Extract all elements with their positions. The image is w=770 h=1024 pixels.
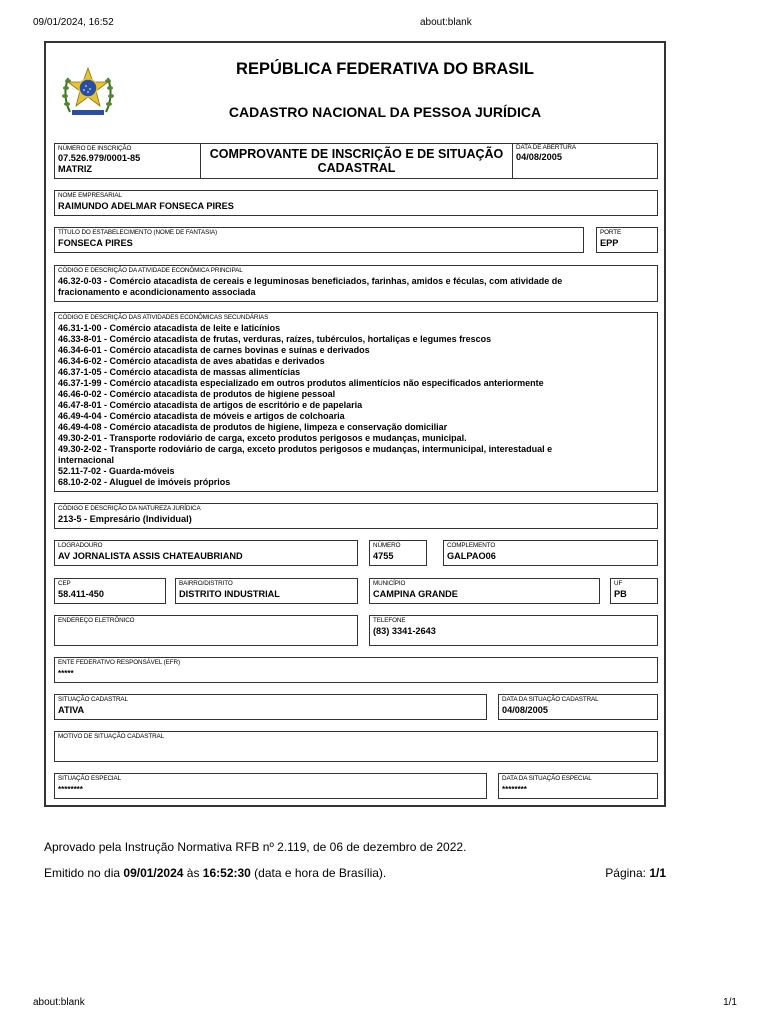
motivo-label: MOTIVO DE SITUAÇÃO CADASTRAL <box>58 733 165 740</box>
atividade-principal-box <box>54 265 658 302</box>
complemento-label: COMPLEMENTO <box>447 542 496 549</box>
telefone-value: (83) 3341-2643 <box>373 626 436 636</box>
atividade-secundaria-item: 46.49-4-04 - Comércio atacadista de móveis e artigos de colchoaria <box>58 411 345 421</box>
porte-box <box>596 227 658 253</box>
atividades-secundarias-box <box>54 312 658 492</box>
atividade-secundaria-item: 46.37-1-99 - Comércio atacadista especializado em outros produtos alimentícios não especificados anteriormente <box>58 378 544 388</box>
atividade-secundaria-item: 46.47-8-01 - Comércio atacadista de artigos de escritório e de papelaria <box>58 400 363 410</box>
fantasia-box <box>54 227 584 253</box>
logradouro-label: LOGRADOURO <box>58 542 103 549</box>
numero-box <box>369 540 427 566</box>
atividade-secundaria-item: 49.30-2-01 - Transporte rodoviário de carga, exceto produtos perigosos e mudanças, municipal. <box>58 433 467 443</box>
atividade-secundaria-item: 46.33-8-01 - Comércio atacadista de frutas, verduras, raízes, tubérculos, hortaliças e legumes frescos <box>58 334 492 344</box>
situacao-value: ATIVA <box>58 705 85 715</box>
cnpj-label: NÚMERO DE INSCRIÇÃO <box>58 145 132 152</box>
print-footer-url: about:blank <box>33 997 85 1008</box>
comprovante-box <box>200 143 513 179</box>
print-datetime: 09/01/2024, 16:52 <box>33 17 114 28</box>
atividade-secundaria-item: 46.34-6-01 - Comércio atacadista de carnes bovinas e suínas e derivados <box>58 345 370 355</box>
nome-empresarial-label: NOME EMPRESARIAL <box>58 192 122 199</box>
matriz-value: MATRIZ <box>58 164 93 174</box>
comprovante-title-line1: COMPROVANTE DE INSCRIÇÃO E DE SITUAÇÃO <box>209 147 504 161</box>
natureza-label: CÓDIGO E DESCRIÇÃO DA NATUREZA JURÍDICA <box>58 505 201 512</box>
atividade-principal-label: CÓDIGO E DESCRIÇÃO DA ATIVIDADE ECONÔMICA PRINCIPAL <box>58 267 243 274</box>
atividade-secundaria-item: 46.37-1-05 - Comércio atacadista de massas alimentícias <box>58 367 301 377</box>
data-situacao-label: DATA DA SITUAÇÃO CADASTRAL <box>502 696 599 703</box>
atividade-secundaria-item: 52.11-7-02 - Guarda-móveis <box>58 466 175 476</box>
abertura-label: DATA DE ABERTURA <box>516 144 576 151</box>
data-situacao-especial-label: DATA DA SITUAÇÃO ESPECIAL <box>502 775 592 782</box>
comprovante-title-line2: CADASTRAL <box>317 161 396 175</box>
nome-empresarial-value: RAIMUNDO ADELMAR FONSECA PIRES <box>58 201 234 211</box>
uf-value: PB <box>614 589 627 599</box>
efr-label: ENTE FEDERATIVO RESPONSÁVEL (EFR) <box>58 659 180 666</box>
bairro-label: BAIRRO/DISTRITO <box>179 580 233 587</box>
atividade-secundaria-item: internacional <box>58 455 115 465</box>
porte-label: PORTE <box>600 229 622 236</box>
efr-box <box>54 657 658 683</box>
municipio-value: CAMPINA GRANDE <box>373 589 458 599</box>
natureza-box <box>54 503 658 529</box>
abertura-cell <box>513 143 658 179</box>
pagina-value: 1/1 <box>649 866 666 880</box>
cep-value: 58.411-450 <box>58 589 104 599</box>
fantasia-value: FONSECA PIRES <box>58 238 133 248</box>
logradouro-box <box>54 540 358 566</box>
motivo-box <box>54 731 658 762</box>
nome-empresarial-box <box>54 190 658 216</box>
atividade-secundaria-item: 46.46-0-02 - Comércio atacadista de produtos de higiene pessoal <box>58 389 336 399</box>
emitido-date: 09/01/2024 <box>123 866 184 880</box>
emitido-mid: às <box>183 866 203 880</box>
atividade-principal-line2: fracionamento e acondicionamento associada <box>58 287 256 297</box>
atividades-secundarias-list <box>58 323 654 488</box>
emitido-suffix: (data e hora de Brasília). <box>250 866 387 880</box>
situacao-especial-value: ******** <box>58 785 83 794</box>
cep-box <box>54 578 166 604</box>
email-box <box>54 615 358 646</box>
bairro-box <box>175 578 358 604</box>
atividade-secundaria-item: 46.31-1-00 - Comércio atacadista de leite e laticínios <box>58 323 281 333</box>
print-footer-page: 1/1 <box>723 997 737 1008</box>
document-title: REPÚBLICA FEDERATIVA DO BRASIL <box>236 60 534 78</box>
cnpj-value: 07.526.979/0001-85 <box>58 153 141 163</box>
situacao-especial-box <box>54 773 487 799</box>
pagina-indicator <box>605 866 666 880</box>
atividades-secundarias-label: CÓDIGO E DESCRIÇÃO DAS ATIVIDADES ECONÔMICAS SECUNDÁRIAS <box>58 314 269 321</box>
emitido-note <box>44 866 386 880</box>
email-label: ENDEREÇO ELETRÔNICO <box>58 617 135 624</box>
atividade-secundaria-item: 46.49-4-08 - Comércio atacadista de produtos de higiene, limpeza e conservação domiciliar <box>58 422 448 432</box>
atividade-secundaria-item: 46.34-6-02 - Comércio atacadista de aves abatidas e derivados <box>58 356 325 366</box>
fantasia-label: TÍTULO DO ESTABELECIMENTO (NOME DE FANTASIA) <box>58 229 217 236</box>
data-situacao-value: 04/08/2005 <box>502 705 548 715</box>
pagina-label: Página: <box>605 866 650 880</box>
situacao-box <box>54 694 487 720</box>
telefone-box <box>369 615 658 646</box>
abertura-value: 04/08/2005 <box>516 152 562 162</box>
complemento-box <box>443 540 658 566</box>
uf-box <box>610 578 658 604</box>
aprovado-note: Aprovado pela Instrução Normativa RFB nº 2.119, de 06 de dezembro de 2022. <box>44 840 467 854</box>
uf-label: UF <box>614 580 623 587</box>
emitido-prefix: Emitido no dia <box>44 866 124 880</box>
efr-value: ***** <box>58 669 74 678</box>
municipio-box <box>369 578 600 604</box>
document-subtitle: CADASTRO NACIONAL DA PESSOA JURÍDICA <box>228 104 542 120</box>
logradouro-value: AV JORNALISTA ASSIS CHATEAUBRIAND <box>58 551 243 561</box>
print-page-title: about:blank <box>420 17 472 28</box>
natureza-value: 213-5 - Empresário (Individual) <box>58 514 192 524</box>
situacao-label: SITUAÇÃO CADASTRAL <box>58 696 128 703</box>
situacao-especial-label: SITUAÇÃO ESPECIAL <box>58 775 122 782</box>
municipio-label: MUNICÍPIO <box>373 580 406 587</box>
complemento-value: GALPAO06 <box>447 551 496 561</box>
telefone-label: TELEFONE <box>373 617 406 624</box>
data-situacao-box <box>498 694 658 720</box>
atividade-secundaria-item: 49.30-2-02 - Transporte rodoviário de carga, exceto produtos perigosos e mudanças, intermunicipal, interestadual e <box>58 444 553 454</box>
numero-value: 4755 <box>373 551 394 561</box>
emitido-time: 16:52:30 <box>202 866 251 880</box>
cep-label: CEP <box>58 580 71 587</box>
atividade-principal-line1: 46.32-0-03 - Comércio atacadista de cereais e leguminosas beneficiados, farinhas, amidos e féculas, com atividade de <box>58 276 563 286</box>
numero-label: NÚMERO <box>373 542 401 549</box>
data-situacao-especial-box <box>498 773 658 799</box>
porte-value: EPP <box>600 238 619 248</box>
atividade-secundaria-item: 68.10-2-02 - Aluguel de imóveis próprios <box>58 477 231 487</box>
bairro-value: DISTRITO INDUSTRIAL <box>179 589 280 599</box>
data-situacao-especial-value: ******** <box>502 785 527 794</box>
